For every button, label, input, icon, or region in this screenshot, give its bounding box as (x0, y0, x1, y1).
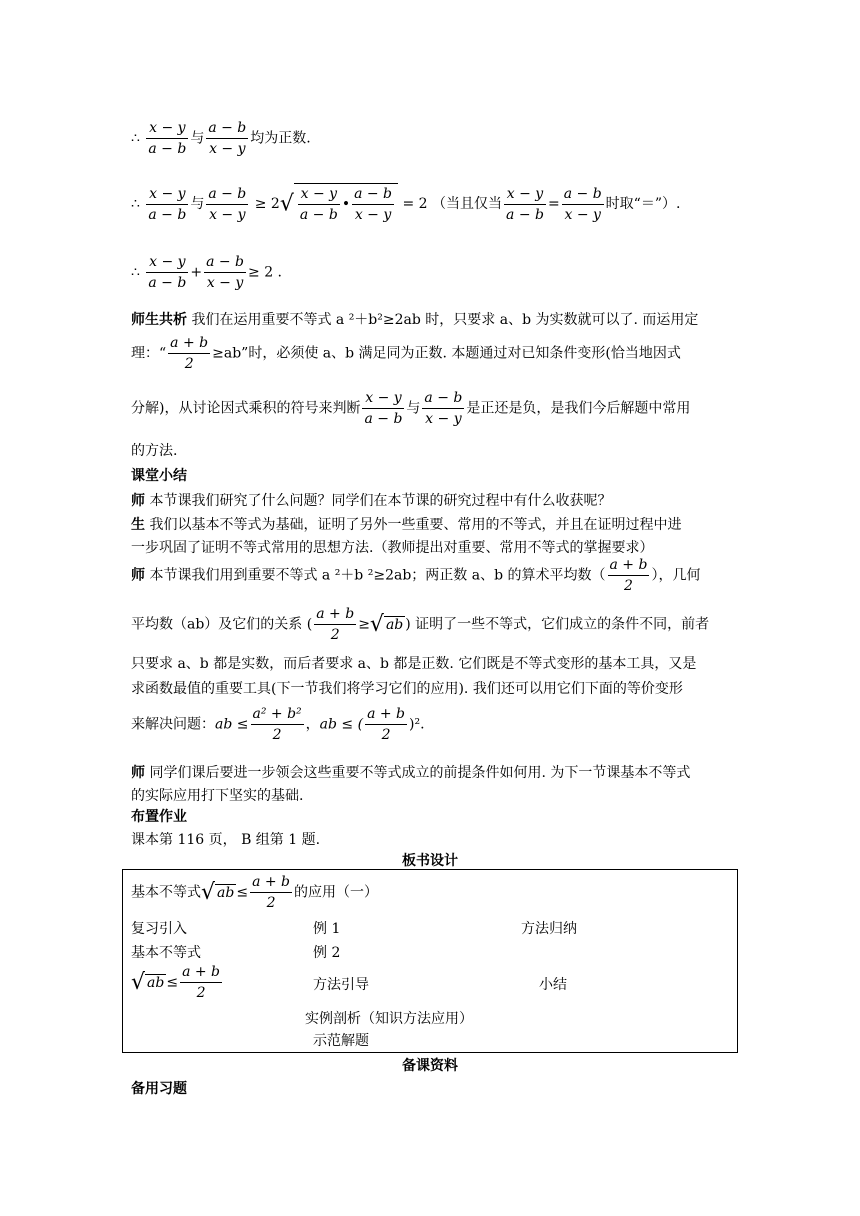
board-r3c1 (131, 962, 224, 1003)
ab-le-paren: ab ≤ ( (319, 716, 364, 733)
teacher-text-3a: 同学们课后要进一步领会这些重要不等式成立的前提条件如何用. 为下一节课基本不等式 (149, 765, 691, 781)
line1-tail: 均为正数. (250, 130, 311, 147)
board-r3c3: 小结 (539, 977, 567, 993)
teacher-label: 师 (131, 493, 145, 509)
ge-two: ≥ 2 (254, 196, 280, 212)
conj-yu: 与 (190, 196, 205, 212)
radical-icon: √ (369, 612, 384, 637)
discussion-text-4: 的方法. (131, 443, 178, 459)
therefore-symbol: ∴ (131, 264, 140, 281)
proof-line-2 (131, 183, 680, 225)
teacher-label: 师 (131, 765, 145, 781)
summary-teacher-2d: 求函数最值的重要工具(下一节我们将学习它们的应用). 我们还可以用它们下面的等价变形 (131, 681, 683, 697)
discussion-line-2 (131, 333, 681, 374)
board-r3c2: 方法引导 (313, 977, 369, 993)
summary-teacher-2b (131, 604, 709, 645)
summary-teacher-3b: 的实际应用打下坚实的基础. (131, 788, 304, 804)
le-sign: ≤ (166, 974, 179, 991)
ge-sign: ≥ (358, 616, 370, 633)
fraction-ab-over-xy: $\frac{a - b}{x - y}$ (424, 390, 463, 427)
proof-line-1 (131, 118, 311, 159)
fraction-xy-over-ab: $\frac{x - y}{a - b}$ (364, 390, 403, 427)
fraction-mean: $\frac{a + b}{2}$ (609, 557, 648, 594)
sqrt-ab: ab (147, 975, 165, 991)
equality-note-pre: （当且仅当 (432, 196, 503, 212)
summary-student-1 (131, 514, 681, 534)
conj-yu: 与 (406, 400, 421, 417)
fraction-mean: $\frac{a + b}{2}$ (367, 706, 406, 743)
discussion-text-2-pre: 理：“ (131, 345, 167, 362)
ab-le: ab ≤ (215, 716, 249, 733)
board-title: 板书设计 (402, 853, 458, 869)
teacher-text-2a-end: ），几何 (651, 567, 701, 584)
student-label: 生 (131, 517, 145, 533)
discussion-line-4 (131, 440, 177, 460)
teacher-text-2a: 本节课我们用到重要不等式 a ²＋b ²≥2ab；两正数 a、b 的算术平均数（ (149, 567, 606, 584)
fraction-xy-over-ab: $\frac{x - y}{a - b}$ (506, 185, 544, 223)
summary-teacher-1 (131, 490, 611, 510)
board-r1c2: 例 1 (313, 921, 341, 937)
homework-text: 课本第 116 页， B 组第 1 题. (131, 832, 321, 848)
radical-icon: √ (279, 191, 294, 217)
conj-yu: 与 (190, 130, 205, 147)
fraction-mean: $\frac{a + b}{2}$ (182, 964, 221, 1001)
sqrt-ab: ab (217, 885, 235, 901)
fraction-mean: $\frac{a + b}{2}$ (316, 606, 355, 643)
fraction-xy-over-ab: $\frac{x - y}{a - b}$ (148, 120, 187, 157)
fraction-ab-over-xy: $\frac{a - b}{x - y}$ (208, 120, 247, 157)
board-r2c1: 基本不等式 (131, 945, 201, 961)
backup-exercises-heading: 备用习题 (131, 1081, 187, 1097)
squared-end: )². (409, 716, 425, 733)
radical-icon: √ (131, 970, 146, 995)
board-top-pre: 基本不等式 (131, 884, 201, 901)
fraction-ab-over-xy: $\frac{a - b}{x - y}$ (206, 254, 245, 291)
summary-teacher-2a (131, 555, 700, 596)
discussion-text-2-post: ≥ab”时，必须使 a、b 满足同为正数. 本题通过对已知条件变形(恰当地因式 (212, 345, 681, 362)
equals-sign: = (547, 196, 560, 212)
discussion-heading: 师生共析 (131, 312, 187, 328)
radical-icon: √ (201, 880, 216, 905)
plus-sign: + (190, 264, 203, 281)
teacher-text-2e-pre: 来解决问题： (131, 716, 215, 733)
teacher-text-2b-post: ) 证明了一些不等式，它们成立的条件不同，前者 (405, 616, 710, 633)
discussion-line-3 (131, 388, 690, 429)
summary-student-2: 一步巩固了证明不等式常用的思想方法.（教师提出对重要、常用不等式的掌握要求） (131, 540, 654, 556)
board-r5: 示范解题 (313, 1033, 369, 1049)
board-top-post: 的应用（一） (294, 884, 379, 901)
comma: ， (305, 716, 320, 733)
fraction-mean: $\frac{a + b}{2}$ (252, 874, 291, 911)
discussion-line-1 (131, 309, 698, 329)
discussion-text-3-pre: 分解)，从讨论因式乘积的符号来判断 (131, 400, 361, 417)
teacher-text-2b-pre: 平均数（ab）及它们的关系 ( (131, 616, 313, 633)
board-r2c2: 例 2 (313, 945, 341, 961)
fraction-ab-over-xy: $\frac{a - b}{x - y}$ (208, 185, 247, 223)
therefore-symbol: ∴ (131, 130, 140, 147)
homework-heading: 布置作业 (131, 809, 187, 825)
sqrt-ab: ab (385, 617, 404, 633)
board-top (131, 872, 378, 913)
student-text-1: 我们以基本不等式为基础，证明了另外一些重要、常用的不等式，并且在证明过程中进 (149, 517, 682, 533)
summary-teacher-2c: 只要求 a、b 都是实数，而后者要求 a、b 都是正数. 它们既是不等式变形的基本工具，又是 (131, 656, 697, 672)
fraction-xy-over-ab: $\frac{x - y}{a - b}$ (148, 185, 187, 223)
line3-tail: ≥ 2 . (248, 264, 283, 281)
proof-line-3 (131, 252, 282, 293)
board-r4: 实例剖析（知识方法应用） (305, 1011, 473, 1027)
fraction-square-sum: $\frac{\text{a² + b²}}{2}$ (252, 706, 302, 743)
teacher-text-1: 本节课我们研究了什么问题？同学们在本节课的研究过程中有什么收获呢？ (149, 493, 612, 509)
discussion-text-3-post: 是正还是负，是我们今后解题中常用 (466, 400, 691, 417)
discussion-text-1: 我们在运用重要不等式 a ²＋b²≥2ab 时，只要求 a、b 为实数就可以了. 而运用定 (191, 312, 699, 328)
summary-heading: 课堂小结 (131, 468, 187, 484)
board-r1c3: 方法归纳 (521, 921, 577, 937)
prep-materials-title: 备课资料 (402, 1058, 458, 1074)
board-box (122, 869, 738, 1053)
therefore-symbol: ∴ (131, 196, 140, 212)
equality-note-post: 时取“＝”）. (605, 196, 681, 212)
summary-teacher-2e (131, 704, 425, 745)
fraction-ab-over-xy: $\frac{a - b}{x - y}$ (563, 185, 602, 223)
fraction-mean: $\frac{a + b}{2}$ (170, 335, 209, 372)
board-r1c1: 复习引入 (131, 921, 187, 937)
le-sign: ≤ (236, 884, 249, 901)
fraction-xy-over-ab: $\frac{x - y}{a - b}$ (148, 254, 187, 291)
sqrt-product: $\frac{x - y}{a - b}$ • $\frac{a - b}{x - y}$ (294, 183, 398, 225)
eq-two: = 2 (402, 196, 428, 212)
summary-teacher-3a (131, 762, 690, 782)
teacher-label: 师 (131, 567, 145, 584)
